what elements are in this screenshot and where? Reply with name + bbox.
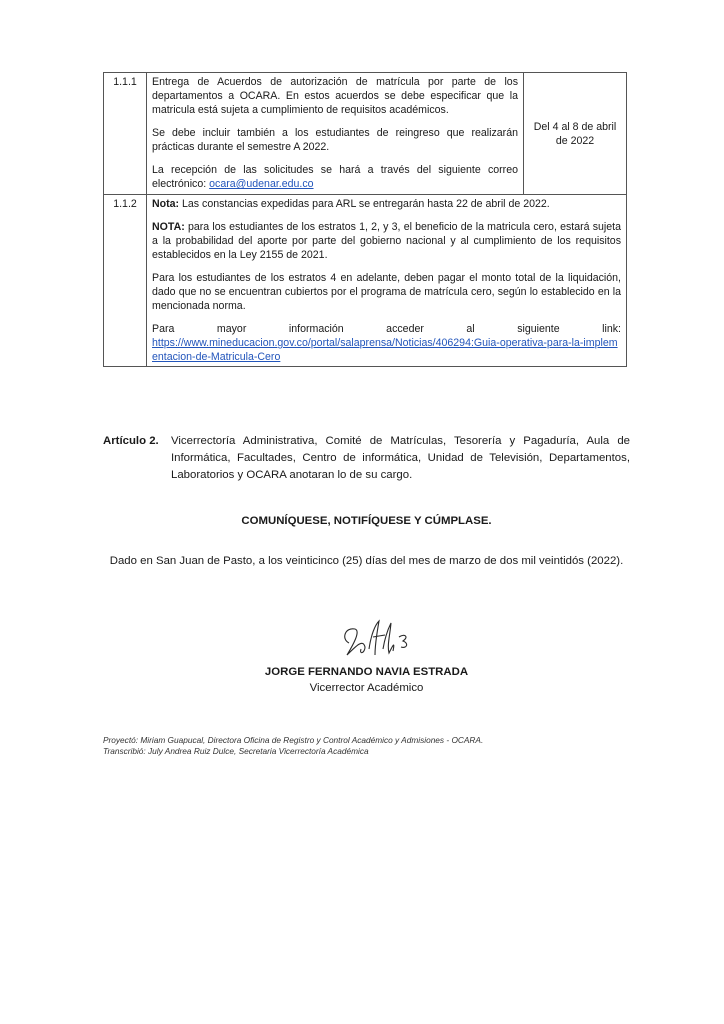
paragraph	[152, 197, 621, 211]
row-description	[147, 73, 524, 195]
signer-block	[103, 664, 630, 696]
note-label: NOTA:	[152, 221, 185, 233]
row-description	[147, 195, 627, 367]
email-prefix: La recepción de las solicitudes se hará a través del siguiente correo electrónico:	[152, 164, 518, 190]
table-row	[104, 195, 627, 367]
paragraph: Se debe incluir también a los estudiantes de reingreso que realizarán prácticas durante el semestre A 2022.	[152, 127, 518, 153]
article-label: Artículo 2.	[103, 435, 159, 447]
paragraph	[152, 163, 518, 191]
credits	[103, 735, 663, 757]
paragraph: Para los estudiantes de los estratos 4 en adelante, deben pagar el monto total de la liquidación, dado que no se encuentran cubiertos por el programa de matrícula cero, según lo establecido en la mencionada norma.	[152, 272, 621, 312]
signer-role: Vicerrector Académico	[309, 682, 424, 694]
article-text: Vicerrectoría Administrativa, Comité de Matrículas, Tesorería y Pagaduría, Aula de Informática, Facultades, Centro de informática, Unidad de Televisión, Departamentos, Laboratorios y OCARA anotaran lo de su cargo.	[171, 435, 630, 481]
note-text: para los estudiantes de los estratos 1, 2, y 3, el beneficio de la matricula cero, estará sujeta a la probabilidad del aporte por parte del gobierno nacional y al cumplimiento de los requisitos establecidos en la Ley 2155 de 2021.	[152, 221, 621, 261]
issue-place-date: Dado en San Juan de Pasto, a los veinticinco (25) días del mes de marzo de dos mil veintidós (2022).	[109, 555, 624, 567]
note-text: Las constancias expedidas para ARL se entregarán hasta 22 de abril de 2022.	[179, 198, 550, 210]
handwritten-signature	[335, 615, 415, 670]
credit-transcribio: Transcribió: July Andrea Ruiz Dulce, Secretaria Vicerrectoría Académica	[103, 746, 369, 756]
row-number: 1.1.1	[104, 73, 147, 195]
row-date: Del 4 al 8 de abril de 2022	[524, 73, 627, 195]
paragraph	[152, 336, 621, 364]
guide-link[interactable]: https://www.mineducacion.gov.co/portal/salaprensa/Noticias/406294:Guia-operativa-para-la-implementacion-de-Matricula-Cero	[152, 337, 618, 363]
paragraph	[152, 220, 621, 262]
signer-name: JORGE FERNANDO NAVIA ESTRADA	[264, 666, 469, 678]
row-number: 1.1.2	[104, 195, 147, 367]
credit-proyecto: Proyectó: Miriam Guapucal, Directora Oficina de Registro y Control Académico y Admisiones - OCARA.	[103, 735, 484, 745]
link-intro: Para mayor información acceder al siguiente link:	[152, 323, 621, 335]
article-2	[103, 433, 630, 484]
requirements-table	[103, 72, 627, 367]
note-label: Nota:	[152, 198, 180, 210]
table-row	[104, 73, 627, 195]
closing-statement: COMUNÍQUESE, NOTIFÍQUESE Y CÚMPLASE.	[241, 515, 492, 527]
paragraph: Entrega de Acuerdos de autorización de matrícula por parte de los departamentos a OCARA. En estos acuerdos se debe especificar que la matricula está sujeta a cumplimiento de requisitos académicos.	[152, 76, 518, 116]
email-link[interactable]: ocara@udenar.edu.co	[209, 178, 314, 190]
